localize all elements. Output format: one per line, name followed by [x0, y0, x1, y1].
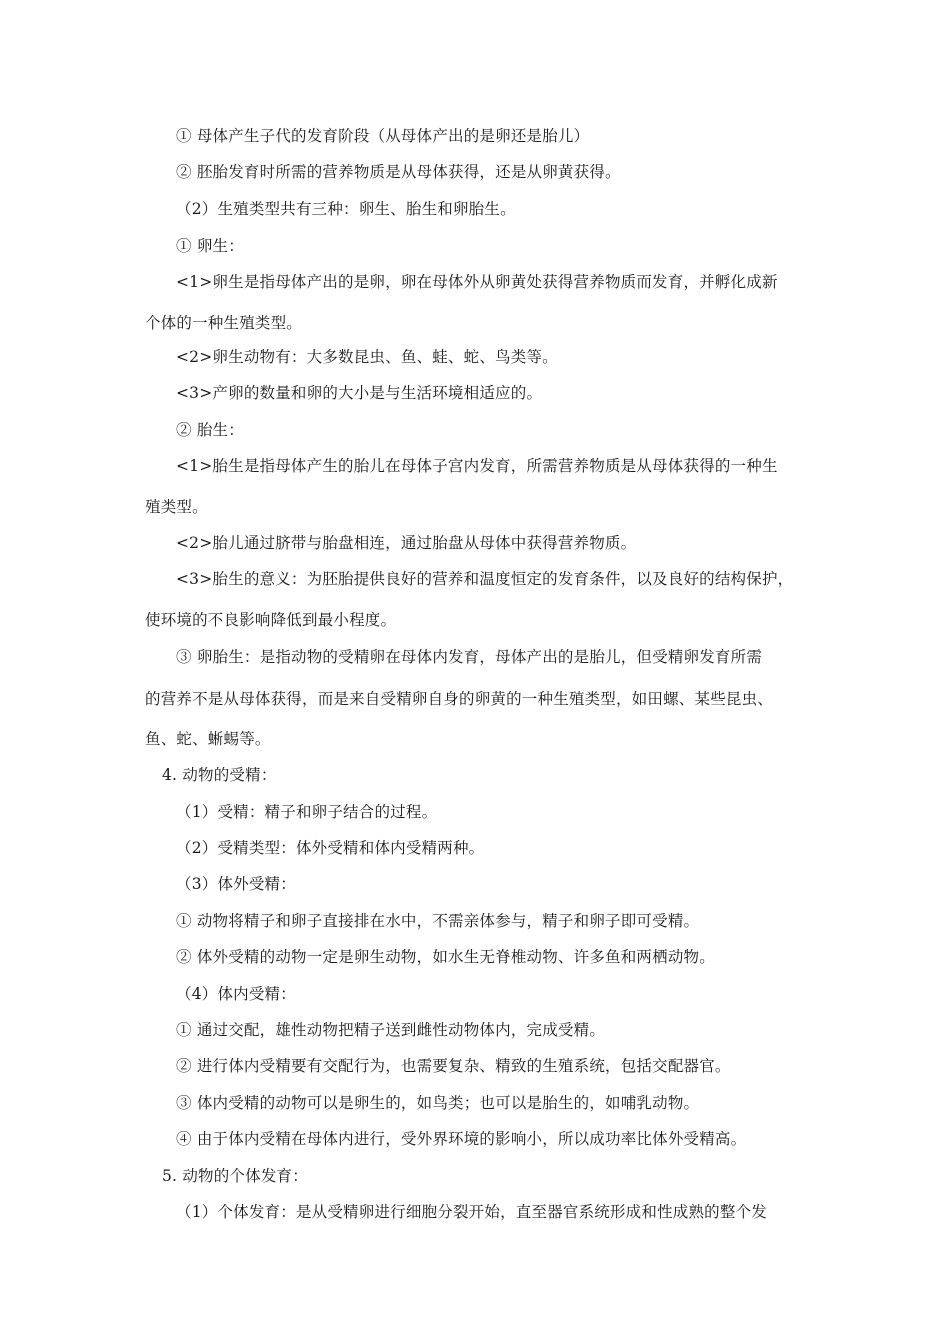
text-line: <2>卵生动物有：大多数昆虫、鱼、蛙、蛇、鸟类等。 — [176, 348, 558, 366]
text-line: 4. 动物的受精： — [162, 766, 277, 784]
text-line: ① 卵生： — [176, 237, 244, 255]
text-line: ② 胚胎发育时所需的营养物质是从母体获得，还是从卵黄获得。 — [176, 163, 621, 181]
text-line: （1）受精：精子和卵子结合的过程。 — [176, 803, 438, 821]
text-line: ② 进行体内受精要有交配行为，也需要复杂、精致的生殖系统，包括交配器官。 — [176, 1057, 731, 1075]
text-line: ② 体外受精的动物一定是卵生动物，如水生无脊椎动物、许多鱼和两栖动物。 — [176, 948, 715, 966]
text-line: 鱼、蛇、蜥蜴等。 — [145, 730, 271, 748]
text-line: （4）体内受精： — [176, 985, 296, 1003]
text-line: 5. 动物的个体发育： — [162, 1167, 308, 1185]
text-line: <3>胎生的意义：为胚胎提供良好的营养和温度恒定的发育条件，以及良好的结构保护， — [176, 570, 794, 588]
text-line: （3）体外受精： — [176, 875, 296, 893]
text-line: ① 通过交配，雄性动物把精子送到雌性动物体内，完成受精。 — [176, 1021, 606, 1039]
text-line: 的营养不是从母体获得，而是来自受精卵自身的卵黄的一种生殖类型，如田螺、某些昆虫、 — [145, 690, 774, 708]
text-line: 个体的一种生殖类型。 — [145, 314, 303, 332]
text-line: （1）个体发育：是从受精卵进行细胞分裂开始，直至器官系统形成和性成熟的整个发 — [176, 1203, 767, 1221]
text-line: （2）受精类型：体外受精和体内受精两种。 — [176, 839, 485, 857]
text-line: <2>胎儿通过脐带与胎盘相连，通过胎盘从母体中获得营养物质。 — [176, 534, 637, 552]
text-line: <1>卵生是指母体产出的是卵，卵在母体外从卵黄处获得营养物质而发育，并孵化成新 — [176, 273, 778, 291]
text-line: ② 胎生： — [176, 421, 244, 439]
text-line: 使环境的不良影响降低到最小程度。 — [145, 611, 397, 629]
text-line: （2）生殖类型共有三种：卵生、胎生和卵胎生。 — [176, 200, 516, 218]
text-line: ① 动物将精子和卵子直接排在水中，不需亲体参与，精子和卵子即可受精。 — [176, 912, 700, 930]
text-line: ① 母体产生子代的发育阶段（从母体产出的是卵还是胎儿） — [176, 127, 590, 145]
text-line: 殖类型。 — [145, 498, 208, 516]
text-line: <1>胎生是指母体产生的胎儿在母体子宫内发育，所需营养物质是从母体获得的一种生 — [176, 457, 778, 475]
text-line: ④ 由于体内受精在母体内进行，受外界环境的影响小，所以成功率比体外受精高。 — [176, 1130, 747, 1148]
text-line: ③ 卵胎生：是指动物的受精卵在母体内发育，母体产出的是胎儿，但受精卵发育所需 — [176, 648, 763, 666]
text-line: ③ 体内受精的动物可以是卵生的，如鸟类；也可以是胎生的，如哺乳动物。 — [176, 1094, 700, 1112]
text-line: <3>产卵的数量和卵的大小是与生活环境相适应的。 — [176, 384, 543, 402]
